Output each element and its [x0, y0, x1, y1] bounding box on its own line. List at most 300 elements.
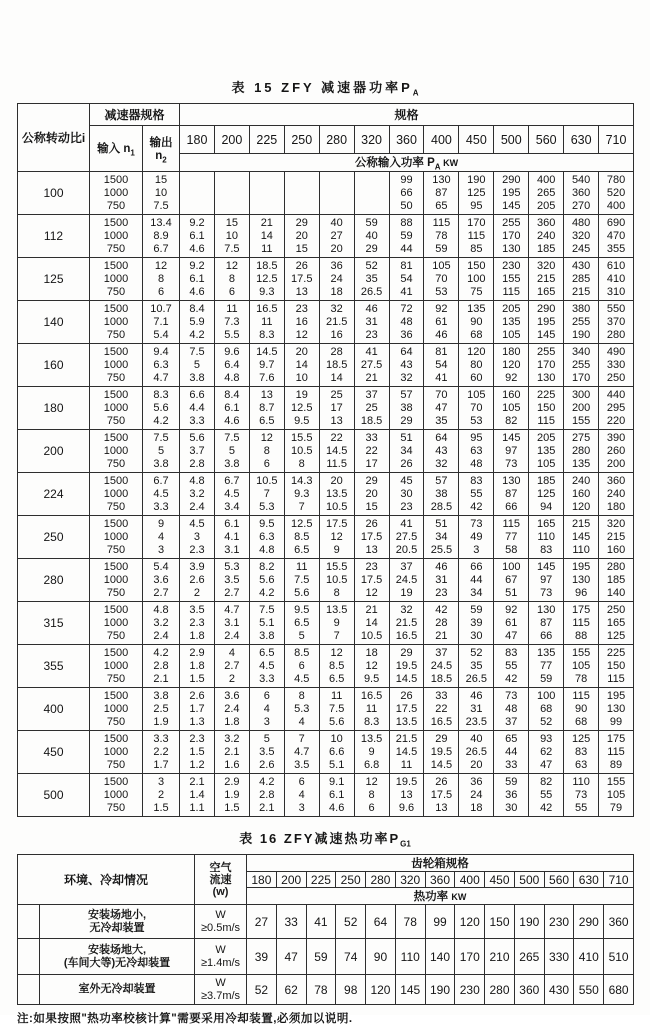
power-values-710: 440 295 220	[599, 387, 634, 430]
power-values-225: 21 14 11	[249, 215, 284, 258]
heat-value-225: 59	[306, 939, 336, 975]
heat-value-320: 110	[395, 939, 425, 975]
thermal-power-table	[17, 854, 634, 1005]
power-values-250: 9.5 6.5 5	[284, 602, 319, 645]
power-values-560: 225 150 115	[529, 387, 564, 430]
size-column-225: 225	[306, 872, 336, 888]
power-values-450: 120 80 60	[459, 344, 494, 387]
heat-value-280: 90	[366, 939, 396, 975]
output-speeds: 13.4 8.9 6.7	[143, 215, 180, 258]
heat-value-225: 41	[306, 905, 336, 939]
power-values-280: 11 7.5 5.6	[319, 688, 354, 731]
power-values-250: 23 16 12	[284, 301, 319, 344]
power-values-630: 110 73 55	[564, 774, 599, 817]
power-values-280: 28 18.5 14	[319, 344, 354, 387]
ratio-row-112	[18, 215, 634, 258]
power-values-180: 2.1 1.4 1.1	[180, 774, 215, 817]
power-values-225: 13 8.7 6.5	[249, 387, 284, 430]
power-values-710: 690 470 355	[599, 215, 634, 258]
power-values-180	[180, 172, 215, 215]
reducer-spec-header: 减速器规格	[90, 104, 180, 126]
heat-value-180: 27	[247, 905, 277, 939]
heat-value-180: 39	[247, 939, 277, 975]
size-column-225: 225	[249, 126, 284, 154]
power-label: 公称输入功率 P	[354, 157, 435, 169]
input-speed-subscript: 1	[130, 148, 135, 158]
power-values-225: 7.5 5.1 3.8	[249, 602, 284, 645]
air-speed-line3: (w)	[212, 885, 229, 898]
heat-value-360: 190	[425, 975, 455, 1005]
power-values-450: 170 115 85	[459, 215, 494, 258]
table15-title	[0, 80, 650, 96]
input-speeds: 1500 1000 750	[90, 688, 143, 731]
ratio-value: 112	[18, 215, 90, 258]
power-values-500: 100 67 51	[494, 559, 529, 602]
power-values-180: 9.2 6.1 4.6	[180, 258, 215, 301]
power-values-500: 205 135 105	[494, 301, 529, 344]
input-speeds: 1500 1000 750	[90, 473, 143, 516]
power-values-320: 18 12 9.5	[354, 645, 389, 688]
power-values-320: 16.5 11 8.3	[354, 688, 389, 731]
power-values-400: 115 78 59	[424, 215, 459, 258]
power-values-280: 40 27 20	[319, 215, 354, 258]
power-values-360: 37 24.5 19	[389, 559, 424, 602]
output-speeds: 5.4 3.6 2.7	[143, 559, 180, 602]
power-values-400: 105 70 53	[424, 258, 459, 301]
power-values-630: 300 200 155	[564, 387, 599, 430]
output-speeds: 4.8 3.2 2.4	[143, 602, 180, 645]
power-values-400: 33 22 16.5	[424, 688, 459, 731]
power-values-710: 175 115 89	[599, 731, 634, 774]
table16-title-subscript: G1	[400, 839, 411, 849]
power-values-450: 66 44 34	[459, 559, 494, 602]
heat-label: 热功率	[413, 891, 452, 904]
power-values-225: 9.5 6.3 4.8	[249, 516, 284, 559]
power-values-560: 185 125 94	[529, 473, 564, 516]
power-values-400: 70 47 35	[424, 387, 459, 430]
power-values-200: 7.5 5 3.8	[214, 430, 249, 473]
input-speeds: 1500 1000 750	[90, 516, 143, 559]
power-values-710: 390 260 200	[599, 430, 634, 473]
cooling-row-3	[18, 975, 634, 1005]
power-values-320: 33 22 17	[354, 430, 389, 473]
power-values-500: 59 36 30	[494, 774, 529, 817]
heat-value-200: 62	[276, 975, 306, 1005]
size-column-500: 500	[514, 872, 544, 888]
power-values-630: 340 255 170	[564, 344, 599, 387]
output-speeds: 6.7 4.5 3.3	[143, 473, 180, 516]
output-speeds: 4.2 2.8 2.1	[143, 645, 180, 688]
table16-title-text: 表 16 ZFY减速热功率P	[239, 831, 401, 847]
air-speed-value: W ≥0.5m/s	[195, 905, 247, 939]
heat-value-250: 74	[336, 939, 366, 975]
size-column-200: 200	[276, 872, 306, 888]
power-values-225: 5 3.5 2.6	[249, 731, 284, 774]
gearbox-spec-header: 齿轮箱规格	[247, 855, 634, 872]
power-values-200: 6.1 4.1 3.1	[214, 516, 249, 559]
ratio-value: 140	[18, 301, 90, 344]
heat-value-360: 99	[425, 905, 455, 939]
table15-title-subscript: A	[412, 88, 419, 98]
power-values-200: 11 7.3 5.5	[214, 301, 249, 344]
input-speeds: 1500 1000 750	[90, 559, 143, 602]
power-values-280: 32 21.5 16	[319, 301, 354, 344]
t15-header-row-1	[18, 104, 634, 126]
power-values-225: 4.2 2.8 2.1	[249, 774, 284, 817]
power-values-360: 64 43 32	[389, 344, 424, 387]
power-values-360: 29 19.5 14.5	[389, 645, 424, 688]
power-values-400: 57 38 28.5	[424, 473, 459, 516]
size-column-560: 560	[544, 872, 574, 888]
input-speeds: 1500 1000 750	[90, 731, 143, 774]
power-values-225: 10.5 7 5.3	[249, 473, 284, 516]
heat-value-400: 230	[455, 975, 485, 1005]
power-values-225: 6.5 4.5 3.3	[249, 645, 284, 688]
power-values-280: 10 6.6 5.1	[319, 731, 354, 774]
output-speeds: 9.4 6.3 4.7	[143, 344, 180, 387]
environment-cooling-header: 环境、冷却情况	[18, 855, 195, 905]
power-values-630: 380 255 190	[564, 301, 599, 344]
power-values-180: 9.2 6.1 4.6	[180, 215, 215, 258]
power-values-500: 160 105 82	[494, 387, 529, 430]
spec-header: 规格	[180, 104, 634, 126]
ratio-row-450	[18, 731, 634, 774]
heat-value-500: 265	[514, 939, 544, 975]
heat-value-400: 120	[455, 905, 485, 939]
power-values-360: 88 59 44	[389, 215, 424, 258]
power-values-225: 18.5 12.5 9.3	[249, 258, 284, 301]
heat-value-500: 360	[514, 975, 544, 1005]
size-column-180: 180	[247, 872, 277, 888]
power-values-710: 280 185 140	[599, 559, 634, 602]
size-column-630: 630	[564, 126, 599, 154]
power-values-710: 195 130 99	[599, 688, 634, 731]
input-speeds: 1500 1000 750	[90, 172, 143, 215]
ratio-row-160	[18, 344, 634, 387]
power-values-250: 29 20 15	[284, 215, 319, 258]
power-values-630: 125 83 63	[564, 731, 599, 774]
power-values-180: 2.6 1.7 1.3	[180, 688, 215, 731]
power-values-500: 73 48 37	[494, 688, 529, 731]
power-values-180: 4.8 3.2 2.4	[180, 473, 215, 516]
ratio-value: 200	[18, 430, 90, 473]
power-values-710: 610 410 310	[599, 258, 634, 301]
power-values-450: 135 90 68	[459, 301, 494, 344]
power-values-320: 26 17.5 13	[354, 516, 389, 559]
power-values-400: 29 19.5 14.5	[424, 731, 459, 774]
output-speed-header	[143, 126, 180, 172]
output-speeds: 8.3 5.6 4.2	[143, 387, 180, 430]
power-values-280: 15.5 10.5 8	[319, 559, 354, 602]
heat-value-280: 120	[366, 975, 396, 1005]
power-values-630: 480 320 245	[564, 215, 599, 258]
power-values-500: 180 120 92	[494, 344, 529, 387]
heat-value-560: 230	[544, 905, 574, 939]
power-values-560: 82 55 42	[529, 774, 564, 817]
power-values-500: 255 170 130	[494, 215, 529, 258]
power-values-180: 6.6 4.4 3.3	[180, 387, 215, 430]
power-values-400: 26 17.5 13	[424, 774, 459, 817]
input-speeds: 1500 1000 750	[90, 301, 143, 344]
ratio-value: 500	[18, 774, 90, 817]
power-values-200: 12 8 6	[214, 258, 249, 301]
heat-value-560: 430	[544, 975, 574, 1005]
air-speed-value: W ≥1.4m/s	[195, 939, 247, 975]
power-values-250: 7 4.7 3.5	[284, 731, 319, 774]
size-column-400: 400	[455, 872, 485, 888]
input-speeds: 1500 1000 750	[90, 774, 143, 817]
power-values-225	[249, 172, 284, 215]
power-values-500: 230 155 115	[494, 258, 529, 301]
power-values-180: 7.5 5 3.8	[180, 344, 215, 387]
power-values-200: 9.6 6.4 4.8	[214, 344, 249, 387]
input-speeds: 1500 1000 750	[90, 344, 143, 387]
power-values-360: 41 27.5 20.5	[389, 516, 424, 559]
heat-value-250: 98	[336, 975, 366, 1005]
power-values-360: 72 48 36	[389, 301, 424, 344]
power-values-250: 26 17.5 13	[284, 258, 319, 301]
size-column-360: 360	[389, 126, 424, 154]
power-values-630: 195 130 96	[564, 559, 599, 602]
power-values-710: 225 150 115	[599, 645, 634, 688]
output-speeds: 3 2 1.5	[143, 774, 180, 817]
input-speed-header	[90, 126, 143, 172]
power-values-450: 36 24 18	[459, 774, 494, 817]
nominal-input-power-header	[180, 154, 634, 172]
ratio-value: 125	[18, 258, 90, 301]
power-values-180: 3.5 2.3 1.8	[180, 602, 215, 645]
power-values-250: 8.5 6 4.5	[284, 645, 319, 688]
footnote: 注:如果按照"热功率校核计算"需要采用冷却装置,必须加以说明.	[17, 1013, 353, 1026]
ratio-value: 224	[18, 473, 90, 516]
ratio-value: 180	[18, 387, 90, 430]
power-values-400: 37 24.5 18.5	[424, 645, 459, 688]
ratio-value: 315	[18, 602, 90, 645]
size-column-710: 710	[604, 872, 634, 888]
input-speeds: 1500 1000 750	[90, 602, 143, 645]
power-values-320: 46 31 23	[354, 301, 389, 344]
power-values-500: 83 55 42	[494, 645, 529, 688]
power-values-200: 5.3 3.5 2.7	[214, 559, 249, 602]
ratio-row-224	[18, 473, 634, 516]
power-values-320: 23 17.5 12	[354, 559, 389, 602]
heat-value-630: 290	[574, 905, 604, 939]
power-values-710: 550 370 280	[599, 301, 634, 344]
power-values-710: 490 330 250	[599, 344, 634, 387]
ratio-row-400	[18, 688, 634, 731]
ratio-row-280	[18, 559, 634, 602]
heat-value-500: 190	[514, 905, 544, 939]
power-values-250: 20 14 10	[284, 344, 319, 387]
power-values-630: 215 145 110	[564, 516, 599, 559]
output-speeds: 3.3 2.2 1.7	[143, 731, 180, 774]
power-values-320: 21 14 10.5	[354, 602, 389, 645]
power-values-200: 6.7 4.5 3.4	[214, 473, 249, 516]
power-values-180: 5.6 3.7 2.8	[180, 430, 215, 473]
output-speeds: 12 8 6	[143, 258, 180, 301]
power-values-450: 52 35 26.5	[459, 645, 494, 688]
power-values-225: 14.5 9.7 7.6	[249, 344, 284, 387]
ratio-row-200	[18, 430, 634, 473]
power-values-320: 41 27.5 21	[354, 344, 389, 387]
power-unit: KW	[443, 158, 459, 168]
power-values-250: 15.5 10.5 8	[284, 430, 319, 473]
size-column-450: 450	[459, 126, 494, 154]
environment-label: 安装场地小, 无冷却装置	[40, 905, 195, 939]
ratio-row-355	[18, 645, 634, 688]
heat-value-180: 52	[247, 975, 277, 1005]
power-values-200: 15 10 7.5	[214, 215, 249, 258]
input-speeds: 1500 1000 750	[90, 258, 143, 301]
ratio-value: 450	[18, 731, 90, 774]
heat-value-630: 410	[574, 939, 604, 975]
power-values-560: 360 240 185	[529, 215, 564, 258]
power-values-450: 40 26.5 20	[459, 731, 494, 774]
power-values-180: 8.4 5.9 4.2	[180, 301, 215, 344]
power-values-180: 4.5 3 2.3	[180, 516, 215, 559]
heat-value-450: 280	[485, 975, 515, 1005]
heat-value-225: 78	[306, 975, 336, 1005]
size-column-500: 500	[494, 126, 529, 154]
output-speed-label: 输出 n	[149, 136, 173, 162]
spacer-cell	[18, 939, 40, 975]
power-values-180: 3.9 2.6 2	[180, 559, 215, 602]
power-values-250: 19 12.5 9.5	[284, 387, 319, 430]
cooling-row-1	[18, 905, 634, 939]
power-values-200: 4 2.7 2	[214, 645, 249, 688]
power-values-450: 83 55 42	[459, 473, 494, 516]
heat-value-630: 550	[574, 975, 604, 1005]
power-values-360: 51 34 26	[389, 430, 424, 473]
power-values-450: 73 49 3	[459, 516, 494, 559]
input-speeds: 1500 1000 750	[90, 645, 143, 688]
size-column-320: 320	[354, 126, 389, 154]
power-values-400: 51 34 25.5	[424, 516, 459, 559]
power-values-225: 16.5 11 8.3	[249, 301, 284, 344]
power-values-500: 130 87 66	[494, 473, 529, 516]
power-values-250	[284, 172, 319, 215]
t16-header-row-1	[18, 855, 634, 872]
power-values-450: 105 70 53	[459, 387, 494, 430]
power-values-710: 360 240 180	[599, 473, 634, 516]
power-values-560: 130 87 66	[529, 602, 564, 645]
heat-value-360: 140	[425, 939, 455, 975]
power-values-320: 12 8 6	[354, 774, 389, 817]
power-values-280: 22 14.5 11.5	[319, 430, 354, 473]
power-values-250: 14.3 9.3 7	[284, 473, 319, 516]
power-values-630: 115 90 68	[564, 688, 599, 731]
size-column-360: 360	[425, 872, 455, 888]
size-column-560: 560	[529, 126, 564, 154]
heat-unit: KW	[451, 892, 467, 903]
power-values-560: 400 265 205	[529, 172, 564, 215]
power-values-400: 81 54 41	[424, 344, 459, 387]
ratio-column-header: 公称转动比i	[18, 104, 90, 172]
power-values-320: 29 20 15	[354, 473, 389, 516]
thermal-power-unit-header	[247, 888, 634, 905]
heat-value-710: 360	[604, 905, 634, 939]
power-values-630: 155 105 78	[564, 645, 599, 688]
power-values-450: 190 125 95	[459, 172, 494, 215]
table16-title	[0, 831, 650, 847]
power-values-200: 2.9 1.9 1.5	[214, 774, 249, 817]
power-values-560: 165 110 83	[529, 516, 564, 559]
power-values-710: 250 165 125	[599, 602, 634, 645]
power-values-560: 255 170 130	[529, 344, 564, 387]
power-values-320: 52 35 26.5	[354, 258, 389, 301]
power-values-280: 25 17 13	[319, 387, 354, 430]
power-values-200: 3.2 2.1 1.6	[214, 731, 249, 774]
power-values-360: 99 66 50	[389, 172, 424, 215]
power-values-280: 20 13.5 10.5	[319, 473, 354, 516]
power-values-225: 6 4 3	[249, 688, 284, 731]
power-values-710: 780 520 400	[599, 172, 634, 215]
power-values-320: 59 40 29	[354, 215, 389, 258]
power-values-320	[354, 172, 389, 215]
power-values-500: 115 77 58	[494, 516, 529, 559]
power-values-280: 12 8.5 6.5	[319, 645, 354, 688]
power-values-280: 9.1 6.1 4.6	[319, 774, 354, 817]
spacer-cell	[18, 975, 40, 1005]
output-speeds: 10.7 7.1 5.4	[143, 301, 180, 344]
power-values-360: 21.5 14.5 11	[389, 731, 424, 774]
power-values-400: 46 31 23	[424, 559, 459, 602]
power-values-710: 320 215 160	[599, 516, 634, 559]
ratio-row-125	[18, 258, 634, 301]
power-values-630: 240 160 120	[564, 473, 599, 516]
power-values-280: 36 24 18	[319, 258, 354, 301]
power-values-360: 45 30 23	[389, 473, 424, 516]
output-speeds: 9 4 3	[143, 516, 180, 559]
power-values-360: 57 38 29	[389, 387, 424, 430]
output-speed-subscript: 2	[162, 154, 167, 164]
heat-value-400: 170	[455, 939, 485, 975]
ratio-value: 100	[18, 172, 90, 215]
air-speed-line2: 流速	[209, 873, 232, 886]
size-column-250: 250	[284, 126, 319, 154]
input-speed-label: 输入 n	[97, 143, 131, 155]
ratio-value: 280	[18, 559, 90, 602]
size-column-200: 200	[214, 126, 249, 154]
power-values-280: 17.5 12 9	[319, 516, 354, 559]
power-values-400: 42 28 21	[424, 602, 459, 645]
ratio-value: 400	[18, 688, 90, 731]
power-values-360: 26 17.5 13.5	[389, 688, 424, 731]
heat-value-320: 145	[395, 975, 425, 1005]
size-column-630: 630	[574, 872, 604, 888]
heat-value-320: 78	[395, 905, 425, 939]
input-speeds: 1500 1000 750	[90, 387, 143, 430]
power-values-200: 4.7 3.1 2.4	[214, 602, 249, 645]
ratio-row-100	[18, 172, 634, 215]
heat-value-710: 510	[604, 939, 634, 975]
t15-size-header-row	[18, 126, 634, 154]
heat-value-200: 47	[276, 939, 306, 975]
heat-value-250: 52	[336, 905, 366, 939]
air-speed-line1: 空气	[209, 861, 232, 874]
power-values-710: 155 105 79	[599, 774, 634, 817]
size-column-180: 180	[180, 126, 215, 154]
heat-value-450: 210	[485, 939, 515, 975]
power-values-360: 32 21.5 16.5	[389, 602, 424, 645]
power-values-225: 8.2 5.6 4.2	[249, 559, 284, 602]
spacer-cell	[18, 905, 40, 939]
power-values-560: 205 135 105	[529, 430, 564, 473]
environment-label: 安装场地大, (车间大等)无冷却装置	[40, 939, 195, 975]
power-values-630: 430 285 215	[564, 258, 599, 301]
heat-value-560: 330	[544, 939, 574, 975]
size-column-320: 320	[395, 872, 425, 888]
